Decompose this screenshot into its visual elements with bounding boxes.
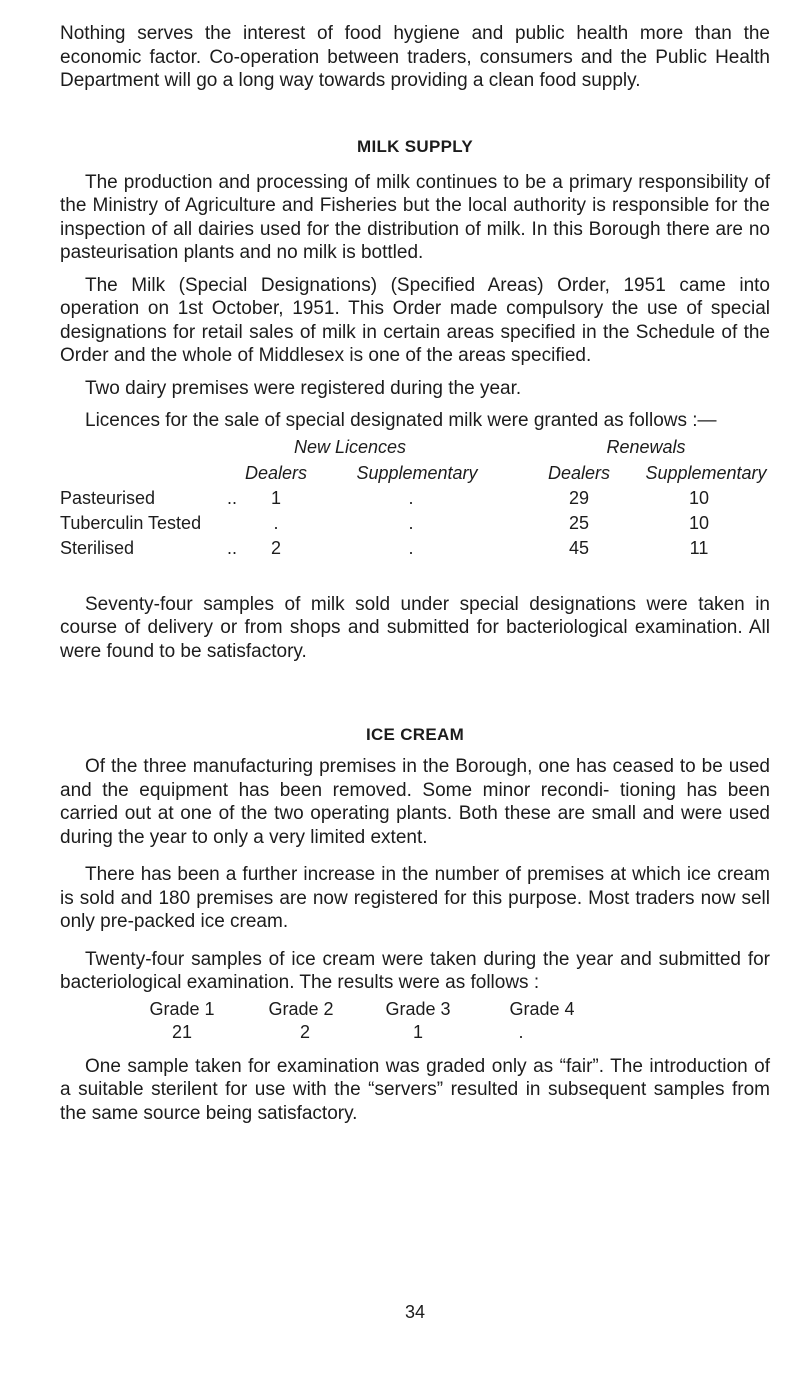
licences-table xyxy=(60,433,770,573)
cell-new-supplementary: . xyxy=(408,512,414,533)
page-number: 34 xyxy=(404,1302,426,1322)
ice-paragraph-2: There has been a further increase in the number of premises at which ice cream is sold and 180 premises are now registered for this purpose. Most traders now sell only pre-packed ice cream. xyxy=(60,864,770,932)
cell-renewal-dealers: 29 xyxy=(568,487,590,508)
milk-paragraph-1: The production and processing of milk continues to be a primary responsibility of the Ministry of Agriculture and Fisheries but the local authority is responsible for the inspection of all dairies used for the distribution of milk. In this Borough there are no pasteurisation plants and no milk is bottled. xyxy=(60,171,770,263)
ice-paragraph-1: Of the three manufacturing premises in the Borough, one has ceased to be used and the equipment has been removed. Some minor recondi- tioning has been carried out at one of the two operating plants. Both these are small and were used during the year to only a very limited extent. xyxy=(60,756,770,848)
row-leader: .. xyxy=(227,537,238,558)
row-label: Pasteurised xyxy=(60,487,156,508)
milk-paragraph-4: Licences for the sale of special designated milk were granted as follows :— xyxy=(85,410,717,431)
grade-3-value: 1 xyxy=(412,1021,424,1042)
milk-supply-heading: MILK SUPPLY xyxy=(356,136,474,156)
document-page xyxy=(60,22,770,1125)
col-new-dealers: Dealers xyxy=(244,462,308,483)
cell-new-dealers: . xyxy=(273,512,279,533)
cell-new-supplementary: . xyxy=(408,487,414,508)
ice-cream-grades xyxy=(60,995,770,1043)
intro-paragraph: Nothing serves the interest of food hygiene and public health more than the economic factor. Co-operation between traders, consumers and the Public Health Department will go a long way towards providing a clean food supply. xyxy=(60,23,770,91)
grade-2-label: Grade 2 xyxy=(268,998,334,1019)
col-renewal-supplementary: Supplementary xyxy=(645,462,767,483)
header-renewals: Renewals xyxy=(606,436,686,457)
ice-paragraph-3: Twenty-four samples of ice cream were taken during the year and submitted for bacteriological examination. The results were as follows : xyxy=(60,948,770,993)
grade-4-label: Grade 4 xyxy=(509,998,575,1019)
row-label: Sterilised xyxy=(60,537,135,558)
cell-new-dealers: 1 xyxy=(270,487,282,508)
cell-renewal-supplementary: 10 xyxy=(688,512,710,533)
row-leader: .. xyxy=(227,487,238,508)
ice-paragraph-4: One sample taken for examination was graded only as “fair”. The introduction of a suitable sterilent for use with the “servers” resulted in subsequent samples from the same source being satisfactory. xyxy=(60,1055,770,1124)
milk-paragraph-2: The Milk (Special Designations) (Specified Areas) Order, 1951 came into operation on 1st October, 1951. This Order made compulsory the use of special designations for retail sales of milk in certain areas specified in the Schedule of the Order and the whole of Middlesex is one of the areas specified. xyxy=(60,274,770,366)
row-label: Tuberculin Tested xyxy=(60,512,202,533)
cell-renewal-supplementary: 10 xyxy=(688,487,710,508)
cell-new-supplementary: . xyxy=(408,537,414,558)
col-renewal-dealers: Dealers xyxy=(547,462,611,483)
grade-3-label: Grade 3 xyxy=(385,998,451,1019)
cell-renewal-dealers: 45 xyxy=(568,537,590,558)
cell-renewal-supplementary: 11 xyxy=(689,537,709,558)
col-new-supplementary: Supplementary xyxy=(356,462,478,483)
cell-new-dealers: 2 xyxy=(270,537,282,558)
header-new-licences: New Licences xyxy=(293,436,407,457)
ice-cream-heading: ICE CREAM xyxy=(365,725,465,744)
milk-paragraph-5: Seventy-four samples of milk sold under special designations were taken in course of delivery or from shops and submitted for bacteriological examination. All were found to be satisfactory. xyxy=(60,593,770,662)
cell-renewal-dealers: 25 xyxy=(568,512,590,533)
grade-1-value: 21 xyxy=(171,1021,193,1042)
grade-4-value: . xyxy=(518,1021,524,1042)
grade-1-label: Grade 1 xyxy=(149,998,215,1019)
grade-2-value: 2 xyxy=(299,1021,311,1042)
milk-paragraph-3: Two dairy premises were registered during the year. xyxy=(85,377,522,399)
